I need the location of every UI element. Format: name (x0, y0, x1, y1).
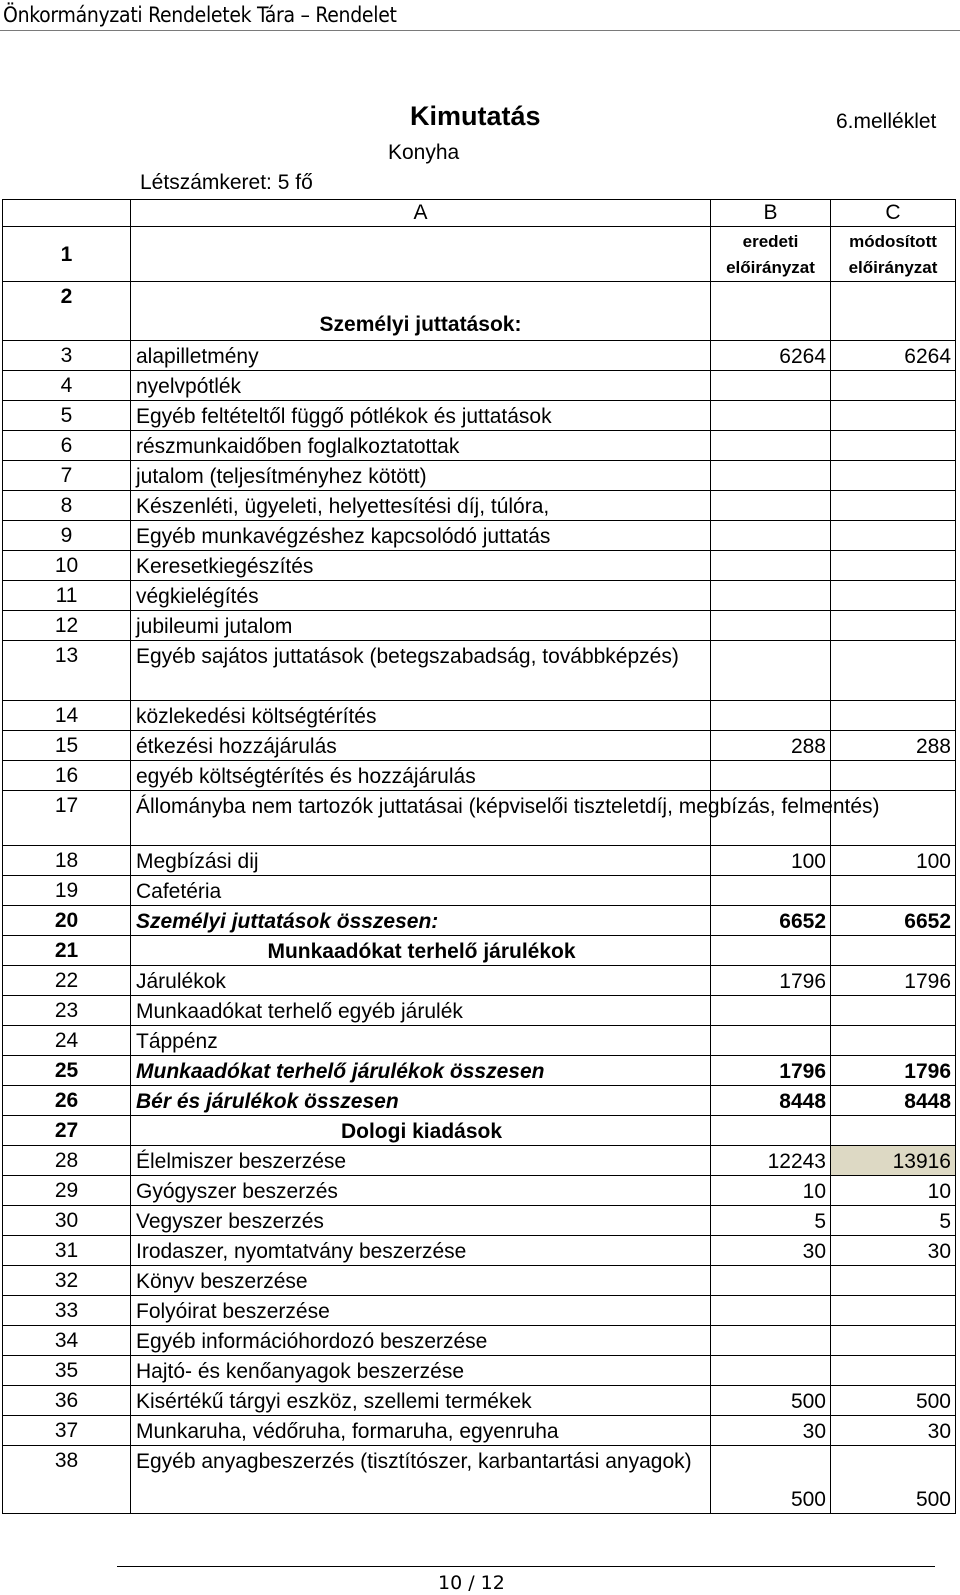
row-number: 37 (3, 1416, 131, 1446)
value-original: 1796 (711, 1056, 831, 1086)
value-original (711, 491, 831, 521)
row-label: Egyéb információhordozó beszerzése (131, 1326, 711, 1356)
row-number: 38 (3, 1446, 131, 1514)
row-number: 10 (3, 551, 131, 581)
row-number: 6 (3, 431, 131, 461)
value-modified (831, 996, 956, 1026)
row-number: 27 (3, 1116, 131, 1146)
value-original (711, 371, 831, 401)
value-modified (831, 761, 956, 791)
row-label: Keresetkiegészítés (131, 551, 711, 581)
document-subtitle: Konyha (388, 141, 460, 164)
row-number: 17 (3, 791, 131, 846)
table-row (3, 966, 956, 996)
row-number: 25 (3, 1056, 131, 1086)
row-number: 21 (3, 936, 131, 966)
row-number: 34 (3, 1326, 131, 1356)
row-number: 7 (3, 461, 131, 491)
budget-table (2, 199, 956, 1514)
value-original (711, 1356, 831, 1386)
value-original (711, 431, 831, 461)
row-label: Élelmiszer beszerzése (131, 1146, 711, 1176)
column-header-a: A (131, 200, 711, 227)
row-label: Hajtó- és kenőanyagok beszerzése (131, 1356, 711, 1386)
footer-divider (117, 1566, 935, 1567)
row-label: Folyóirat beszerzése (131, 1296, 711, 1326)
annex-label: 6.melléklet (836, 110, 937, 133)
value-original (711, 551, 831, 581)
value-original: 8448 (711, 1086, 831, 1116)
value-modified (831, 581, 956, 611)
row-label: Munkaadókat terhelő járulékok (131, 936, 711, 966)
value-original (711, 521, 831, 551)
value-modified (831, 521, 956, 551)
row-number: 9 (3, 521, 131, 551)
value-modified: 500 (831, 1446, 956, 1514)
table-row (3, 1056, 956, 1086)
title-divider (0, 30, 960, 31)
row-number: 32 (3, 1266, 131, 1296)
value-modified (831, 1326, 956, 1356)
value-modified: 10 (831, 1176, 956, 1206)
row-number: 11 (3, 581, 131, 611)
row-label: Egyéb munkavégzéshez kapcsolódó juttatás (131, 521, 711, 551)
row-label: Egyéb feltételtől függő pótlékok és juttatások (131, 401, 711, 431)
row-label: végkielégítés (131, 581, 711, 611)
row-number: 15 (3, 731, 131, 761)
table-row (3, 996, 956, 1026)
table-row (3, 1416, 956, 1446)
table-row (3, 581, 956, 611)
value-original: 5 (711, 1206, 831, 1236)
table-row (3, 611, 956, 641)
row-label: Munkaadókat terhelő járulékok összesen (131, 1056, 711, 1086)
row-label: Egyéb sajátos juttatások (betegszabadság, továbbképzés) (131, 641, 711, 701)
row-label: alapilletmény (131, 341, 711, 371)
value-original (711, 1296, 831, 1326)
value-modified (831, 1026, 956, 1056)
row-number: 35 (3, 1356, 131, 1386)
table-row (3, 731, 956, 761)
row-number: 3 (3, 341, 131, 371)
value-original: 1796 (711, 966, 831, 996)
value-modified (831, 1296, 956, 1326)
value-modified: 5 (831, 1206, 956, 1236)
row-number: 36 (3, 1386, 131, 1416)
window-title: Önkormányzati Rendeletek Tára – Rendelet (3, 3, 397, 27)
value-modified (831, 876, 956, 906)
table-row (3, 1206, 956, 1236)
row-number: 22 (3, 966, 131, 996)
value-original (711, 1026, 831, 1056)
value-modified: 8448 (831, 1086, 956, 1116)
table-row (3, 551, 956, 581)
empty-cell (3, 200, 131, 227)
column-letter-row (3, 200, 956, 227)
table-row (3, 521, 956, 551)
value-original: 500 (711, 1386, 831, 1416)
row-label: Könyv beszerzése (131, 1266, 711, 1296)
value-original (711, 1326, 831, 1356)
value-original: 288 (711, 731, 831, 761)
value-modified (831, 1266, 956, 1296)
value-modified (831, 701, 956, 731)
row-number: 13 (3, 641, 131, 701)
row-label: Gyógyszer beszerzés (131, 1176, 711, 1206)
empty-cell (131, 227, 711, 282)
table-row (3, 846, 956, 876)
row-number: 31 (3, 1236, 131, 1266)
value-modified (831, 551, 956, 581)
value-modified (831, 1116, 956, 1146)
row-label: Egyéb anyagbeszerzés (tisztítószer, karbantartási anyagok) (131, 1446, 711, 1514)
table-row (3, 876, 956, 906)
value-original (711, 581, 831, 611)
value-modified: 30 (831, 1416, 956, 1446)
row-label: Járulékok (131, 966, 711, 996)
table-row (3, 701, 956, 731)
table-row (3, 1326, 956, 1356)
row-number: 28 (3, 1146, 131, 1176)
row-number: 18 (3, 846, 131, 876)
table-row (3, 1356, 956, 1386)
row-number: 19 (3, 876, 131, 906)
value-modified (831, 431, 956, 461)
page-number: 10 / 12 (438, 1572, 505, 1594)
table-row (3, 1146, 956, 1176)
value-original: 12243 (711, 1146, 831, 1176)
table-row (3, 1116, 956, 1146)
table-row (3, 1026, 956, 1056)
value-modified (831, 491, 956, 521)
row-number: 23 (3, 996, 131, 1026)
value-original: 30 (711, 1416, 831, 1446)
table-row (3, 1386, 956, 1416)
column-subheader-c: módosított előirányzat (831, 227, 956, 282)
value-modified (831, 371, 956, 401)
row-label: Cafetéria (131, 876, 711, 906)
row-number: 16 (3, 761, 131, 791)
value-original (711, 401, 831, 431)
column-subheader-b: eredeti előirányzat (711, 227, 831, 282)
value-modified: 6652 (831, 906, 956, 936)
value-original (711, 611, 831, 641)
value-original (711, 936, 831, 966)
value-modified (831, 641, 956, 701)
value-original (711, 761, 831, 791)
document-title: Kimutatás (410, 101, 541, 131)
table-row (3, 1266, 956, 1296)
value-modified (831, 461, 956, 491)
row-number: 20 (3, 906, 131, 936)
value-original: 100 (711, 846, 831, 876)
row-label: Irodaszer, nyomtatvány beszerzése (131, 1236, 711, 1266)
value-original (711, 876, 831, 906)
table-row (3, 1236, 956, 1266)
row-label: Dologi kiadások (131, 1116, 711, 1146)
row-label: jutalom (teljesítményhez kötött) (131, 461, 711, 491)
row-number: 8 (3, 491, 131, 521)
row-label: Táppénz (131, 1026, 711, 1056)
table-row (3, 936, 956, 966)
row-label: Személyi juttatások összesen: (131, 906, 711, 936)
table-row (3, 461, 956, 491)
value-original (711, 641, 831, 701)
row-label: Kisértékű tárgyi eszköz, szellemi termékek (131, 1386, 711, 1416)
value-modified: 1796 (831, 1056, 956, 1086)
row-number: 5 (3, 401, 131, 431)
value-original: 30 (711, 1236, 831, 1266)
table-row (3, 371, 956, 401)
value-modified: 288 (831, 731, 956, 761)
value-modified: 30 (831, 1236, 956, 1266)
row-label: részmunkaidőben foglalkoztatottak (131, 431, 711, 461)
column-header-b: B (711, 200, 831, 227)
table-row (3, 491, 956, 521)
row-label: jubileumi jutalom (131, 611, 711, 641)
value-modified (831, 936, 956, 966)
table-row (3, 401, 956, 431)
row-label: Munkaruha, védőruha, formaruha, egyenruha (131, 1416, 711, 1446)
column-header-c: C (831, 200, 956, 227)
value-modified: 500 (831, 1386, 956, 1416)
row-label: Készenléti, ügyeleti, helyettesítési díj, túlóra, (131, 491, 711, 521)
table-row (3, 761, 956, 791)
row-label: egyéb költségtérítés és hozzájárulás (131, 761, 711, 791)
value-modified (831, 611, 956, 641)
table-row (3, 641, 956, 701)
row-label: étkezési hozzájárulás (131, 731, 711, 761)
value-modified (831, 401, 956, 431)
value-original (711, 701, 831, 731)
row-number: 2 (3, 282, 131, 341)
section-heading-personal: Személyi juttatások: (131, 282, 711, 341)
value-original (711, 1266, 831, 1296)
row-number: 24 (3, 1026, 131, 1056)
table-row (3, 227, 956, 282)
value-original (711, 996, 831, 1026)
value-original (711, 1116, 831, 1146)
table-row (3, 1176, 956, 1206)
row-number: 12 (3, 611, 131, 641)
value-modified: 1796 (831, 966, 956, 996)
value-modified: 6264 (831, 341, 956, 371)
table-row (3, 906, 956, 936)
empty-cell (831, 282, 956, 341)
table-row (3, 1446, 956, 1514)
value-original: 6264 (711, 341, 831, 371)
row-number: 33 (3, 1296, 131, 1326)
value-original: 10 (711, 1176, 831, 1206)
row-label: Munkaadókat terhelő egyéb járulék (131, 996, 711, 1026)
value-original: 500 (711, 1446, 831, 1514)
row-label: Megbízási dij (131, 846, 711, 876)
row-number: 29 (3, 1176, 131, 1206)
value-original (711, 461, 831, 491)
value-original: 6652 (711, 906, 831, 936)
row-number: 1 (3, 227, 131, 282)
table-row (3, 1296, 956, 1326)
value-modified: 13916 (831, 1146, 956, 1176)
row-number: 14 (3, 701, 131, 731)
value-modified: 100 (831, 846, 956, 876)
value-modified (831, 1356, 956, 1386)
table-row (3, 1086, 956, 1116)
headcount-label: Létszámkeret: 5 fő (140, 171, 313, 194)
row-label: Állományba nem tartozók juttatásai (képviselői tiszteletdíj, megbízás, felmentés) (131, 791, 711, 846)
row-number: 26 (3, 1086, 131, 1116)
table-row (3, 431, 956, 461)
table-row (3, 791, 956, 846)
empty-cell (711, 282, 831, 341)
row-number: 30 (3, 1206, 131, 1236)
row-label: közlekedési költségtérítés (131, 701, 711, 731)
table-row (3, 341, 956, 371)
row-label: Bér és járulékok összesen (131, 1086, 711, 1116)
row-number: 4 (3, 371, 131, 401)
table-row (3, 282, 956, 341)
row-label: Vegyszer beszerzés (131, 1206, 711, 1236)
row-label: nyelvpótlék (131, 371, 711, 401)
